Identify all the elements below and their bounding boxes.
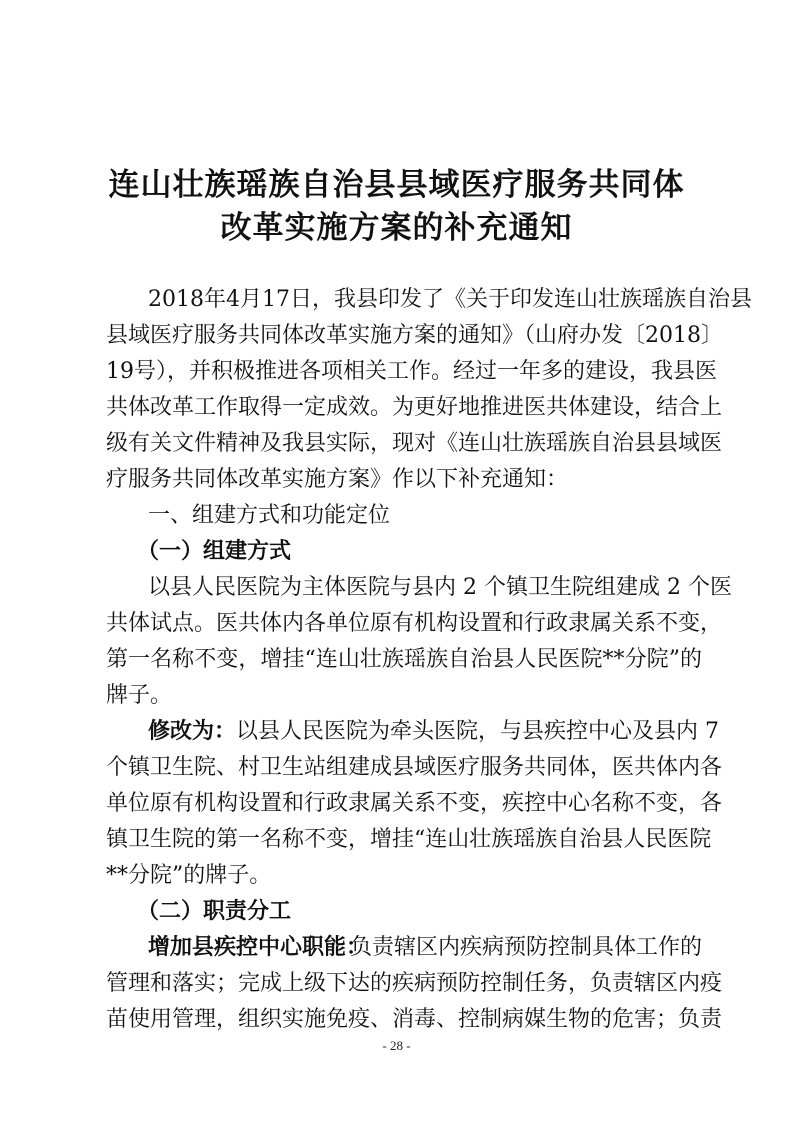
original-line-2: 共体试点。医共体内各单位原有机构设置和行政隶属关系不变，: [106, 611, 723, 636]
subsection-heading-2: （二）职责分工: [137, 899, 292, 924]
original-line-3: 第一名称不变，增挂“连山壮族瑶族自治县人民医院**分院”的: [106, 647, 702, 672]
intro-line-2: 县域医疗服务共同体改革实施方案的通知》（山府办发〔2018〕: [106, 323, 723, 348]
addition-line-1: 负责辖区内疾病预防控制具体工作的: [350, 935, 703, 960]
intro-line-3: 19号），并积极推进各项相关工作。经过一年多的建设，我县医: [106, 359, 717, 384]
revision-line-5: **分院”的牌子。: [106, 863, 272, 888]
original-line-1: 以县人民医院为主体医院与县内 2 个镇卫生院组建成 2 个医: [148, 575, 732, 600]
intro-line-1: 2018年4月17日，我县印发了《关于印发连山壮族瑶族自治县: [148, 287, 752, 312]
revision-line-2: 个镇卫生院、村卫生站组建成县域医疗服务共同体，医共体内各: [106, 755, 723, 780]
intro-line-6: 疗服务共同体改革实施方案》作以下补充通知：: [106, 467, 569, 492]
subsection-heading-1: （一）组建方式: [137, 539, 292, 564]
original-line-4: 牌子。: [106, 683, 173, 708]
addition-label: 增加县疾控中心职能：: [148, 935, 369, 960]
revision-line-3: 单位原有机构设置和行政隶属关系不变，疾控中心名称不变，各: [106, 791, 723, 816]
revision-line-4: 镇卫生院的第一名称不变，增挂“连山壮族瑶族自治县人民医院: [106, 827, 712, 852]
addition-line-3: 苗使用管理，组织实施免疫、消毒、控制病媒生物的危害；负责: [106, 1007, 723, 1032]
document-title-line-2: 改革实施方案的补充通知: [220, 210, 573, 246]
intro-line-4: 共体改革工作取得一定成效。为更好地推进医共体建设，结合上: [106, 395, 723, 420]
intro-line-5: 级有关文件精神及我县实际，现对《连山壮族瑶族自治县县域医: [106, 431, 723, 456]
page-number: - 28 -: [382, 1038, 411, 1053]
revision-label: 修改为：: [148, 719, 237, 744]
document-title-line-1: 连山壮族瑶族自治县县域医疗服务共同体: [108, 167, 685, 203]
addition-line-2: 管理和落实；完成上级下达的疾病预防控制任务，负责辖区内疫: [106, 971, 723, 996]
section-heading: 一、组建方式和功能定位: [148, 503, 391, 528]
revision-line-1: 以县人民医院为牵头医院，与县疾控中心及县内 7: [236, 719, 719, 744]
